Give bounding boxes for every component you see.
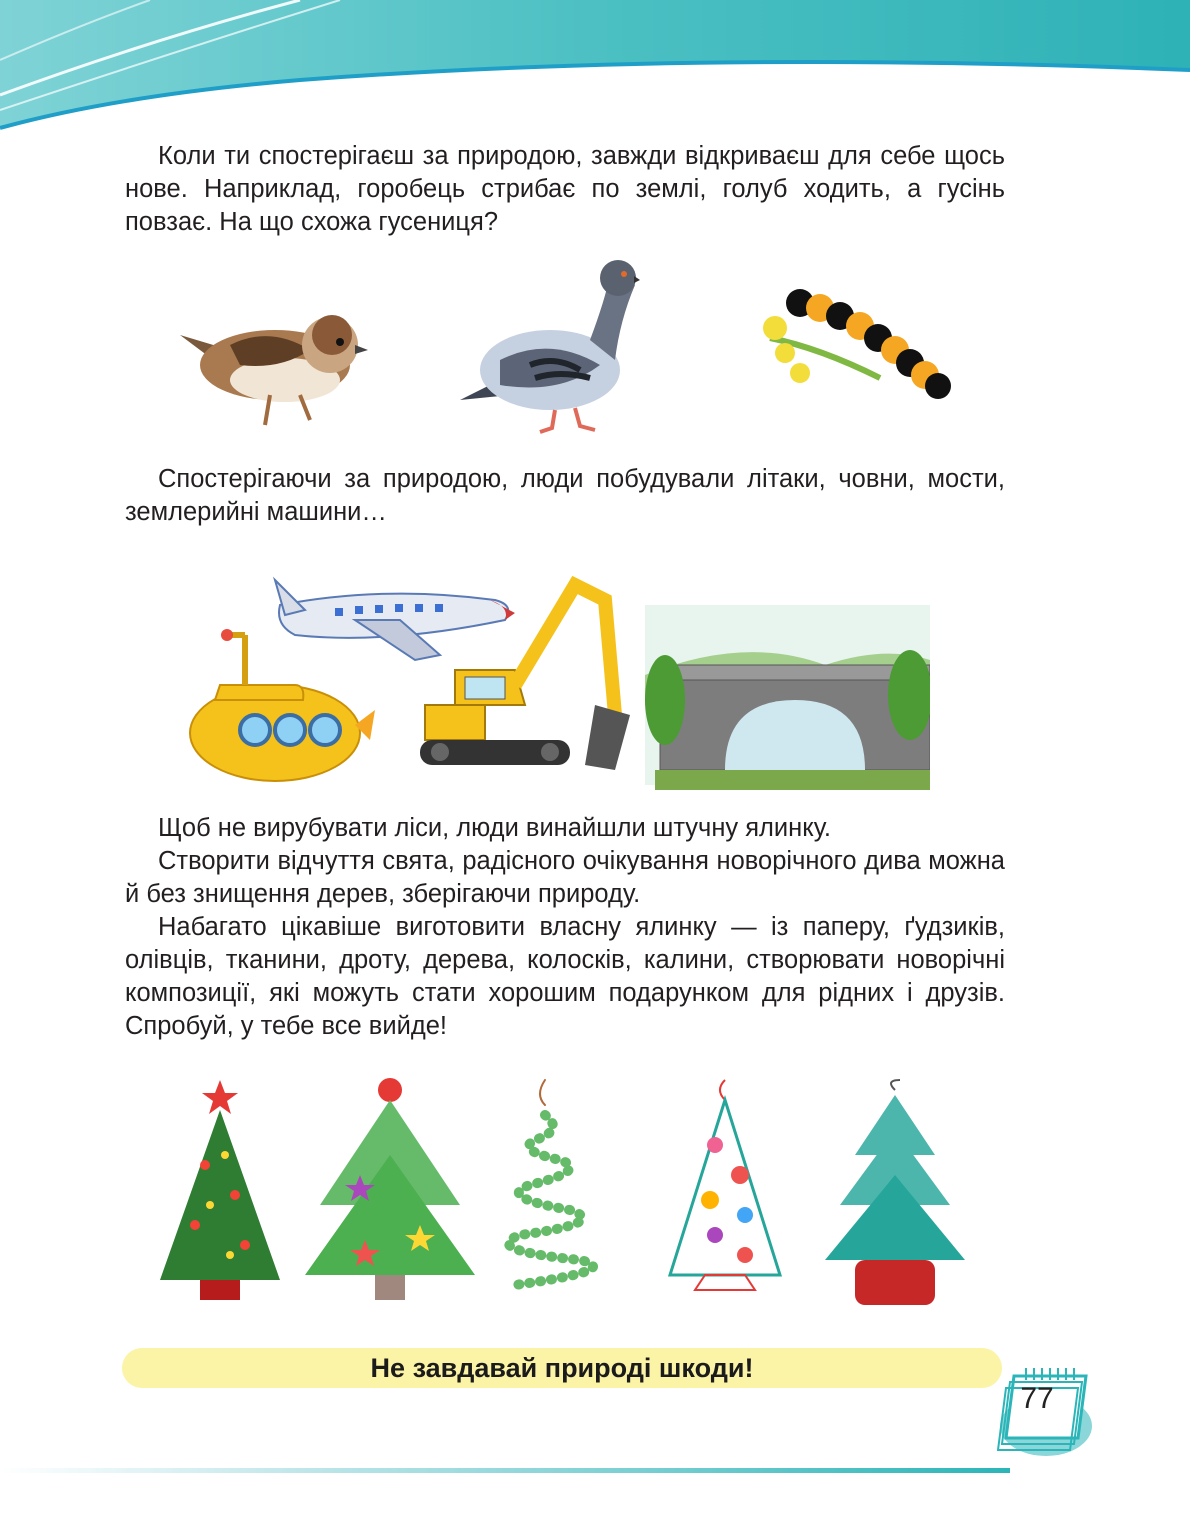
airplane-image (275, 580, 515, 660)
trees-text-block (125, 812, 1005, 1043)
inventions-paragraph: Спостерігаючи за природою, люди побудували літаки, човни, мости, землерийні машини… (125, 465, 1005, 526)
artificial-tree-paragraph: Щоб не вирубувати ліси, люди винайшли штучну ялинку. (158, 814, 831, 842)
bridge-image (645, 605, 930, 790)
paper-tree-image (305, 1078, 475, 1300)
intro-paragraph: Коли ти спостерігаєш за природою, завжди відкриваєш для себе щось нове. Наприклад, горобець стрибає по землі, голуб ходить, а гусінь повзає. На що схожа гусениця? (125, 142, 1005, 236)
knitted-tree-image (160, 1080, 280, 1300)
handmade-trees-illustration (135, 1075, 995, 1305)
header-banner (0, 0, 1190, 140)
honeycomb-paper-tree-image (825, 1080, 965, 1305)
wire-button-tree-image (670, 1080, 780, 1290)
inventions-illustration (185, 565, 930, 790)
page-number: 77 (1020, 1382, 1054, 1415)
sparrow-image (170, 290, 370, 435)
holiday-paragraph: Створити відчуття свята, радісного очікування новорічного дива можна й без знищення дерев, зберігаючи природу. (125, 847, 1005, 908)
pigeon-image (440, 250, 640, 440)
diy-tree-paragraph: Набагато цікавіше виготовити власну ялинку — із паперу, ґудзиків, олівців, тканини, дроту, дерева, колосків, калини, створювати новорічні композиції, які можуть стати хорошим подарунком для рідних і друзів. Спробуй, у тебе все вийде! (125, 913, 1005, 1040)
motto-banner (122, 1348, 1002, 1388)
beaded-spiral-tree-image (509, 1080, 593, 1285)
caterpillar-image (760, 278, 960, 408)
footer-line (0, 1468, 1010, 1473)
submarine-image (190, 629, 375, 781)
motto-text: Не завдавай природі шкоди! (370, 1352, 754, 1383)
